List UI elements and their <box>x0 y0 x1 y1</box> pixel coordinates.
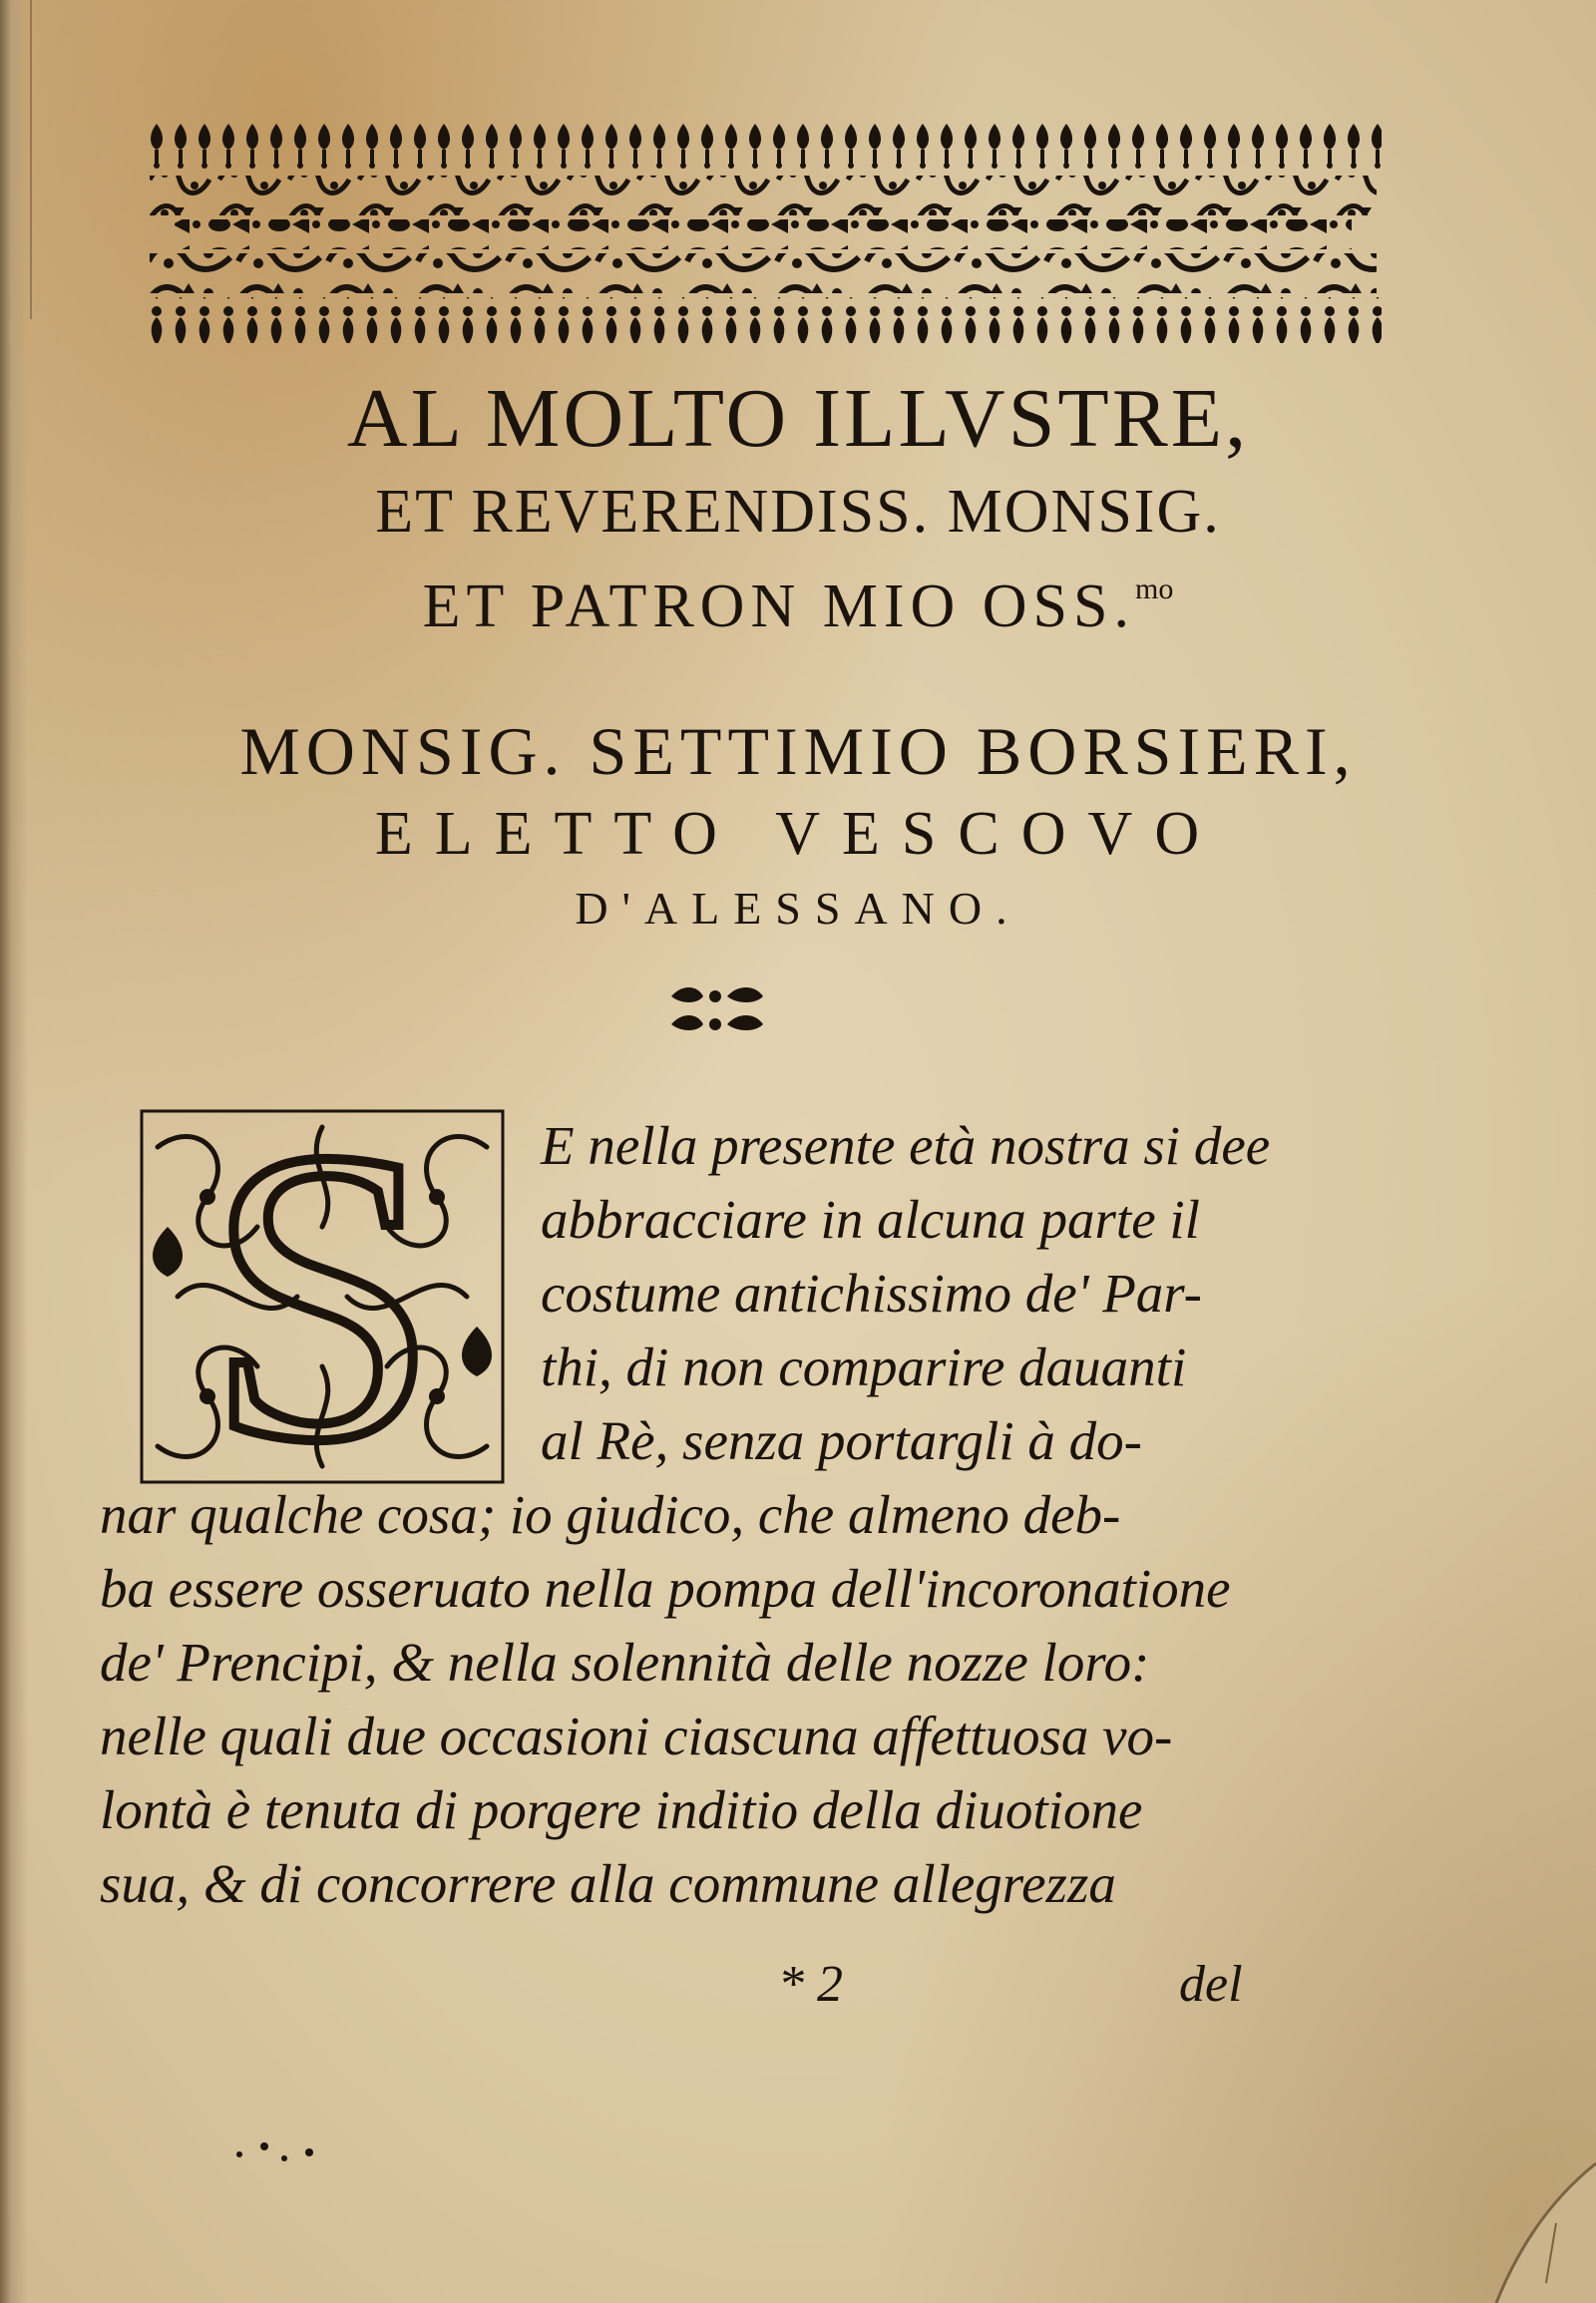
dedication-body <box>100 1109 1387 1921</box>
heading-line-6: D'ALESSANO. <box>575 883 1021 934</box>
text-line: nelle quali due occasioni ciascuna affettuosa vo- <box>100 1706 1173 1766</box>
heading-line-1: AL MOLTO ILLVSTRE, <box>346 372 1250 465</box>
heading-line-3 <box>0 551 1596 640</box>
heading-line-4: MONSIG. SETTIMIO BORSIERI, <box>239 713 1357 789</box>
gutter-crease <box>30 0 32 319</box>
initial-letter-glyph: S <box>205 1107 439 1486</box>
text-line: sua, & di concorrere alla commune allegrezza <box>100 1853 1116 1914</box>
heading-line-3-text: ET PATRON MIO OSS. <box>422 573 1136 640</box>
text-line: lontà è tenuta di porgere inditio della diuotione <box>100 1779 1143 1840</box>
text-line: abbracciare in alcuna parte il <box>541 1189 1200 1250</box>
catchword: del <box>1179 1956 1243 2013</box>
text-line: de' Prencipi, & nella solennità delle nozze loro: <box>100 1632 1150 1693</box>
heading-superscript: mo <box>1135 573 1174 605</box>
text-line: costume antichissimo de' Par- <box>541 1263 1202 1324</box>
heading-line-2: ET REVERENDISS. MONSIG. <box>375 478 1221 546</box>
ink-specks <box>209 2134 349 2174</box>
fleuron-ornament-icon <box>663 982 773 1042</box>
text-line: thi, di non comparire dauanti <box>541 1337 1187 1397</box>
signature-mark: * 2 <box>778 1956 843 2013</box>
page-footer <box>0 1955 1596 2025</box>
text-line: E nella presente età nostra si dee <box>541 1115 1271 1176</box>
ornamental-headpiece <box>145 120 1382 344</box>
text-line: ba essere osseruato nella pompa dell'incoronatione <box>100 1558 1231 1619</box>
page-corner-curl <box>1396 2104 1596 2303</box>
heading-line-5: ELETTO VESCOVO <box>374 800 1222 868</box>
text-line: nar qualche cosa; io giudico, che almeno deb- <box>100 1484 1121 1545</box>
text-line: al Rè, senza portargli à do- <box>541 1410 1142 1471</box>
dedication-heading <box>0 369 1596 944</box>
